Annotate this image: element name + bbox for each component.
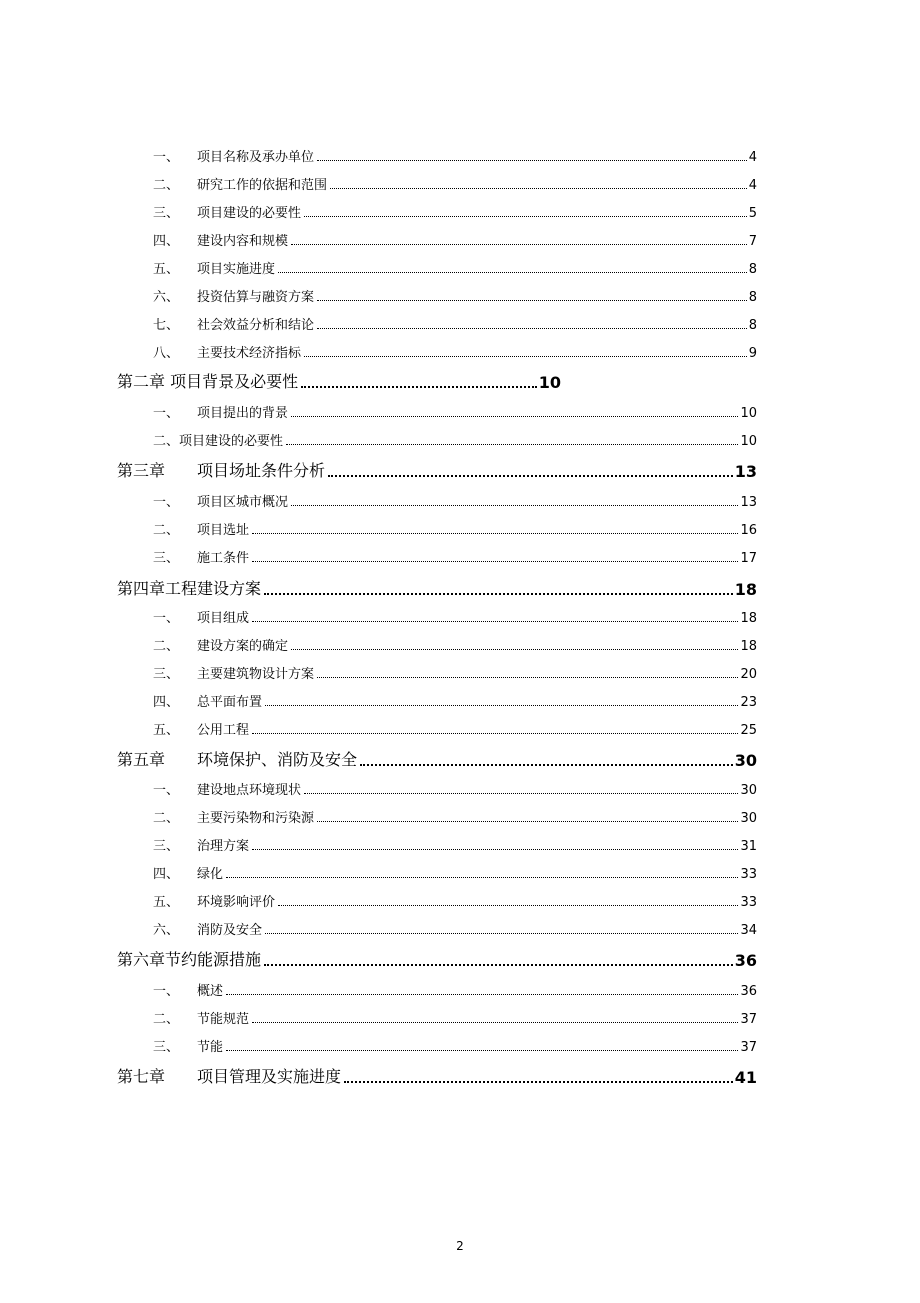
toc-chapter-entry[interactable] (117, 1065, 757, 1087)
toc-entry-number: 第三章 (117, 461, 166, 480)
toc-entry-number: 二、 (153, 639, 180, 654)
toc-entry-title: 项目组成 (197, 611, 250, 626)
toc-entry-title: 主要污染物和污染源 (197, 811, 315, 826)
toc-entry-title: 治理方案 (197, 839, 250, 854)
toc-entry-number: 一、 (153, 150, 180, 165)
toc-entry-page: 33 (740, 867, 757, 882)
toc-entry-page: 23 (740, 695, 757, 710)
toc-entry-number: 第五章 (117, 750, 166, 769)
toc-section-entry[interactable] (153, 808, 757, 826)
toc-chapter-entry[interactable] (117, 459, 757, 481)
toc-entry-number: 一、 (153, 984, 180, 999)
toc-section-entry[interactable] (153, 664, 757, 682)
toc-entry-page: 36 (740, 984, 757, 999)
toc-entry-page: 9 (748, 346, 757, 361)
toc-entry-page: 4 (748, 150, 757, 165)
toc-entry-page: 33 (740, 895, 757, 910)
toc-chapter-entry[interactable] (117, 948, 757, 970)
toc-entry-title: 第六章节约能源措施 (117, 950, 262, 969)
toc-entry-number: 七、 (153, 318, 180, 333)
toc-dot-leader (252, 849, 738, 850)
toc-entry-title: 研究工作的依据和范围 (197, 178, 328, 193)
toc-entry-page: 41 (734, 1068, 757, 1087)
toc-entry-title: 项目场址条件分析 (197, 461, 326, 480)
toc-section-entry[interactable] (153, 836, 757, 854)
toc-dot-leader (252, 561, 738, 562)
toc-entry-title: 建设地点环境现状 (197, 783, 302, 798)
toc-section-entry[interactable] (153, 231, 757, 249)
toc-entry-number: 三、 (153, 551, 180, 566)
toc-entry-page: 34 (740, 923, 757, 938)
toc-entry-page: 8 (748, 262, 757, 277)
toc-section-entry[interactable] (153, 343, 757, 361)
toc-dot-leader (264, 593, 733, 595)
toc-dot-leader (265, 933, 738, 934)
toc-entry-number: 一、 (153, 495, 180, 510)
toc-entry-title: 项目名称及承办单位 (197, 150, 315, 165)
toc-entry-number: 二、 (153, 1012, 180, 1027)
toc-entry-page: 13 (734, 462, 757, 481)
toc-entry-page: 37 (740, 1040, 757, 1055)
toc-entry-page: 10 (538, 373, 561, 392)
toc-dot-leader (278, 272, 747, 273)
toc-dot-leader (360, 764, 733, 766)
toc-entry-page: 37 (740, 1012, 757, 1027)
toc-section-entry[interactable] (153, 520, 757, 538)
toc-section-entry[interactable] (153, 431, 757, 449)
toc-dot-leader (291, 244, 747, 245)
toc-dot-leader (264, 964, 733, 966)
toc-entry-page: 30 (740, 783, 757, 798)
toc-entry-number: 四、 (153, 867, 180, 882)
toc-entry-number: 一、 (153, 611, 180, 626)
toc-entry-number: 二、 (153, 178, 180, 193)
toc-entry-page: 25 (740, 723, 757, 738)
toc-entry-title: 项目选址 (197, 523, 250, 538)
toc-section-entry[interactable] (153, 608, 757, 626)
toc-entry-title: 建设内容和规模 (197, 234, 289, 249)
toc-dot-leader (317, 677, 738, 678)
toc-entry-number: 六、 (153, 923, 180, 938)
toc-entry-page: 18 (734, 580, 757, 599)
toc-entry-title: 主要建筑物设计方案 (197, 667, 315, 682)
toc-entry-title: 主要技术经济指标 (197, 346, 302, 361)
toc-dot-leader (278, 905, 738, 906)
toc-entry-page: 20 (740, 667, 757, 682)
toc-entry-page: 7 (748, 234, 757, 249)
toc-section-entry[interactable] (153, 720, 757, 738)
toc-entry-title: 投资估算与融资方案 (197, 290, 315, 305)
toc-section-entry[interactable] (153, 287, 757, 305)
toc-entry-title: 节能 (197, 1040, 224, 1055)
toc-entry-title: 消防及安全 (197, 923, 263, 938)
toc-entry-title: 环境影响评价 (197, 895, 276, 910)
toc-dot-leader (304, 216, 747, 217)
toc-entry-number: 八、 (153, 346, 180, 361)
toc-section-entry[interactable] (153, 920, 757, 938)
toc-entry-page: 10 (740, 434, 757, 449)
toc-section-entry[interactable] (153, 315, 757, 333)
toc-dot-leader (317, 328, 747, 329)
toc-dot-leader (291, 649, 738, 650)
toc-section-entry[interactable] (153, 403, 757, 421)
toc-entry-page: 8 (748, 318, 757, 333)
toc-entry-number: 三、 (153, 667, 180, 682)
toc-entry-number: 第七章 (117, 1067, 166, 1086)
toc-entry-number: 三、 (153, 1040, 180, 1055)
toc-section-entry[interactable] (153, 780, 757, 798)
toc-entry-number: 五、 (153, 723, 180, 738)
toc-chapter-entry[interactable] (117, 370, 561, 392)
toc-section-entry[interactable] (153, 692, 757, 710)
toc-entry-number: 五、 (153, 262, 180, 277)
toc-entry-number: 五、 (153, 895, 180, 910)
toc-entry-title: 第二章 项目背景及必要性 (117, 372, 299, 391)
toc-section-entry[interactable] (153, 175, 757, 193)
toc-section-entry[interactable] (153, 203, 757, 221)
toc-chapter-entry[interactable] (117, 577, 757, 599)
toc-dot-leader (252, 1022, 738, 1023)
toc-dot-leader (252, 733, 738, 734)
toc-entry-page: 36 (734, 951, 757, 970)
toc-section-entry[interactable] (153, 864, 757, 882)
toc-section-entry[interactable] (153, 636, 757, 654)
toc-dot-leader (291, 416, 738, 417)
toc-entry-title: 公用工程 (197, 723, 250, 738)
toc-entry-title: 概述 (197, 984, 224, 999)
toc-entry-page: 10 (740, 406, 757, 421)
toc-dot-leader (301, 386, 537, 388)
toc-dot-leader (344, 1081, 733, 1083)
toc-entry-page: 30 (740, 811, 757, 826)
toc-dot-leader (304, 793, 738, 794)
toc-entry-title: 项目建设的必要性 (197, 206, 302, 221)
toc-section-entry[interactable] (153, 981, 757, 999)
toc-dot-leader (226, 877, 738, 878)
toc-dot-leader (317, 160, 747, 161)
toc-entry-page: 17 (740, 551, 757, 566)
toc-entry-number: 四、 (153, 695, 180, 710)
toc-dot-leader (304, 356, 747, 357)
toc-entry-title: 二、项目建设的必要性 (153, 434, 284, 449)
toc-dot-leader (291, 505, 738, 506)
toc-dot-leader (328, 475, 733, 477)
toc-section-entry[interactable] (153, 892, 757, 910)
toc-chapter-entry[interactable] (117, 748, 757, 770)
toc-dot-leader (286, 444, 738, 445)
toc-entry-page: 5 (748, 206, 757, 221)
toc-entry-number: 三、 (153, 206, 180, 221)
toc-dot-leader (330, 188, 747, 189)
toc-dot-leader (265, 705, 738, 706)
toc-dot-leader (226, 994, 738, 995)
toc-entry-title: 绿化 (197, 867, 224, 882)
toc-section-entry[interactable] (153, 147, 757, 165)
toc-entry-number: 三、 (153, 839, 180, 854)
toc-entry-title: 项目管理及实施进度 (197, 1067, 342, 1086)
toc-entry-number: 二、 (153, 523, 180, 538)
toc-section-entry[interactable] (153, 548, 757, 566)
toc-entry-number: 二、 (153, 811, 180, 826)
toc-dot-leader (226, 1050, 738, 1051)
toc-entry-number: 一、 (153, 783, 180, 798)
toc-entry-title: 项目提出的背景 (197, 406, 289, 421)
page-number: 2 (456, 1239, 464, 1253)
toc-section-entry[interactable] (153, 259, 757, 277)
toc-section-entry[interactable] (153, 1037, 757, 1055)
toc-dot-leader (252, 533, 738, 534)
toc-dot-leader (252, 621, 738, 622)
toc-entry-page: 13 (740, 495, 757, 510)
toc-entry-title: 环境保护、消防及安全 (197, 750, 358, 769)
toc-entry-title: 项目实施进度 (197, 262, 276, 277)
toc-entry-title: 项目区城市概况 (197, 495, 289, 510)
toc-entry-number: 一、 (153, 406, 180, 421)
toc-entry-page: 8 (748, 290, 757, 305)
toc-entry-number: 六、 (153, 290, 180, 305)
toc-entry-title: 施工条件 (197, 551, 250, 566)
toc-entry-page: 30 (734, 751, 757, 770)
toc-entry-title: 建设方案的确定 (197, 639, 289, 654)
toc-entry-page: 31 (740, 839, 757, 854)
toc-entry-page: 16 (740, 523, 757, 538)
toc-entry-number: 四、 (153, 234, 180, 249)
toc-entry-title: 第四章工程建设方案 (117, 579, 262, 598)
toc-entry-title: 社会效益分析和结论 (197, 318, 315, 333)
toc-entry-title: 总平面布置 (197, 695, 263, 710)
toc-entry-page: 18 (740, 639, 757, 654)
toc-section-entry[interactable] (153, 492, 757, 510)
toc-entry-page: 18 (740, 611, 757, 626)
toc-dot-leader (317, 300, 747, 301)
toc-section-entry[interactable] (153, 1009, 757, 1027)
toc-entry-page: 4 (748, 178, 757, 193)
toc-entry-title: 节能规范 (197, 1012, 250, 1027)
toc-dot-leader (317, 821, 738, 822)
